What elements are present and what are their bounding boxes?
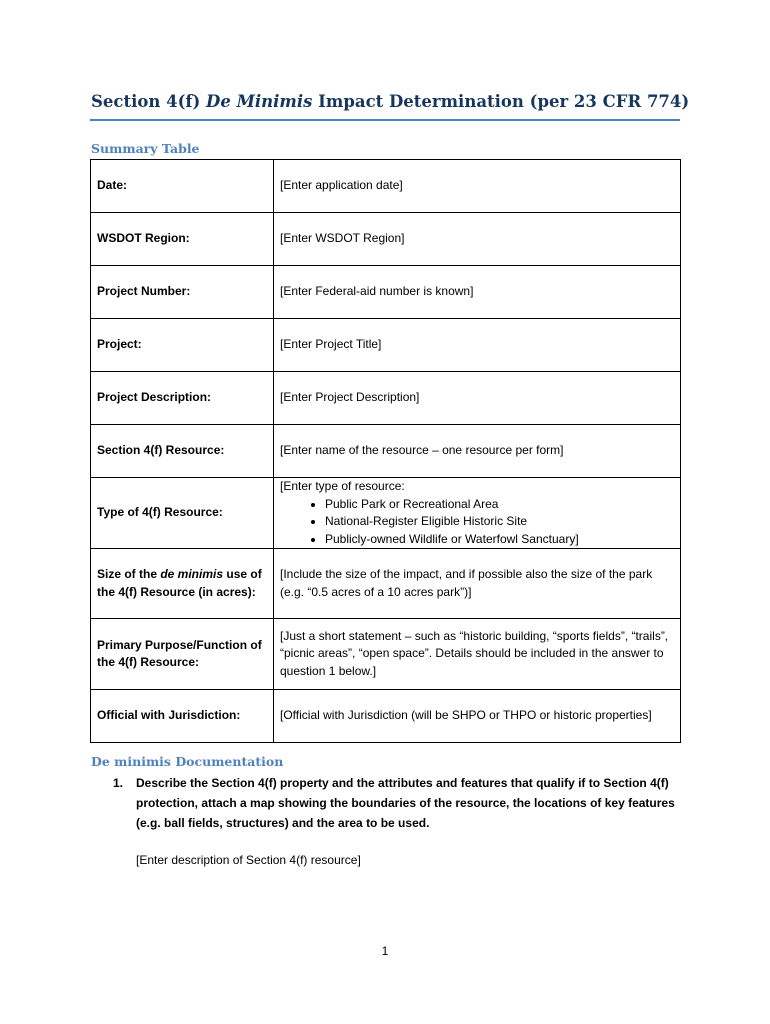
row-value[interactable]: [Include the size of the impact, and if possible also the size of the park (e.g. “0.5 acres of a 10 acres park”)]	[274, 549, 681, 619]
title-divider	[90, 119, 680, 121]
row-value[interactable]: [Enter WSDOT Region]	[274, 213, 681, 266]
row-label: Date:	[91, 160, 274, 213]
title-italic: De Minimis	[206, 92, 313, 111]
summary-table	[90, 159, 681, 743]
list-item: • Publicly-owned Wildlife or Waterfowl Sanctuary]	[325, 531, 674, 549]
row-label: Project Number:	[91, 266, 274, 319]
table-row	[91, 619, 681, 690]
list-item: • Public Park or Recreational Area	[325, 496, 674, 514]
question-1-answer[interactable]: [Enter description of Section 4(f) resource]	[136, 853, 361, 867]
table-row	[91, 549, 681, 619]
title-suffix: Impact Determination (per 23 CFR 774)	[312, 92, 690, 111]
table-row	[91, 266, 681, 319]
row-label: Official with Jurisdiction:	[91, 690, 274, 743]
row-label: Section 4(f) Resource:	[91, 425, 274, 478]
summary-heading: Summary Table	[91, 141, 200, 156]
table-row	[91, 478, 681, 549]
table-row	[91, 160, 681, 213]
table-row	[91, 690, 681, 743]
question-number: 1.	[113, 776, 124, 790]
row-label: Size of the de minimis use of the 4(f) Resource (in acres):	[91, 549, 274, 619]
row-value[interactable]: [Enter Federal-aid number is known]	[274, 266, 681, 319]
row-label: Project Description:	[91, 372, 274, 425]
type-intro: [Enter type of resource:	[280, 479, 405, 493]
table-row	[91, 213, 681, 266]
row-value[interactable]: [Enter name of the resource – one resource per form]	[274, 425, 681, 478]
row-label: Type of 4(f) Resource:	[91, 478, 274, 549]
row-value[interactable]: [Enter Project Title]	[274, 319, 681, 372]
row-label: WSDOT Region:	[91, 213, 274, 266]
list-item: • National-Register Eligible Historic Site	[325, 513, 674, 531]
row-value[interactable]: [Official with Jurisdiction (will be SHPO or THPO or historic properties]	[274, 690, 681, 743]
row-label: Primary Purpose/Function of the 4(f) Resource:	[91, 619, 274, 690]
table-row	[91, 425, 681, 478]
title-prefix: Section 4(f)	[91, 92, 207, 111]
table-row	[91, 319, 681, 372]
row-label: Project:	[91, 319, 274, 372]
resource-type-list	[280, 496, 674, 549]
page-title	[91, 92, 690, 111]
row-value[interactable]	[274, 478, 681, 549]
row-value[interactable]: [Just a short statement – such as “historic building, “sports fields”, “trails”, “picnic areas”, “open space”. Details should be included in the answer to question 1 below.]	[274, 619, 681, 690]
row-value[interactable]: [Enter application date]	[274, 160, 681, 213]
row-value[interactable]: [Enter Project Description]	[274, 372, 681, 425]
question-text: Describe the Section 4(f) property and the attributes and features that qualify if to Section 4(f) protection, attach a map showing the boundaries of the resource, the locations of key features (e.g. ball fields, structures) and the area to be used.	[136, 776, 675, 830]
table-row	[91, 372, 681, 425]
documentation-heading: De minimis Documentation	[91, 754, 284, 769]
page-number: 1	[381, 944, 389, 958]
